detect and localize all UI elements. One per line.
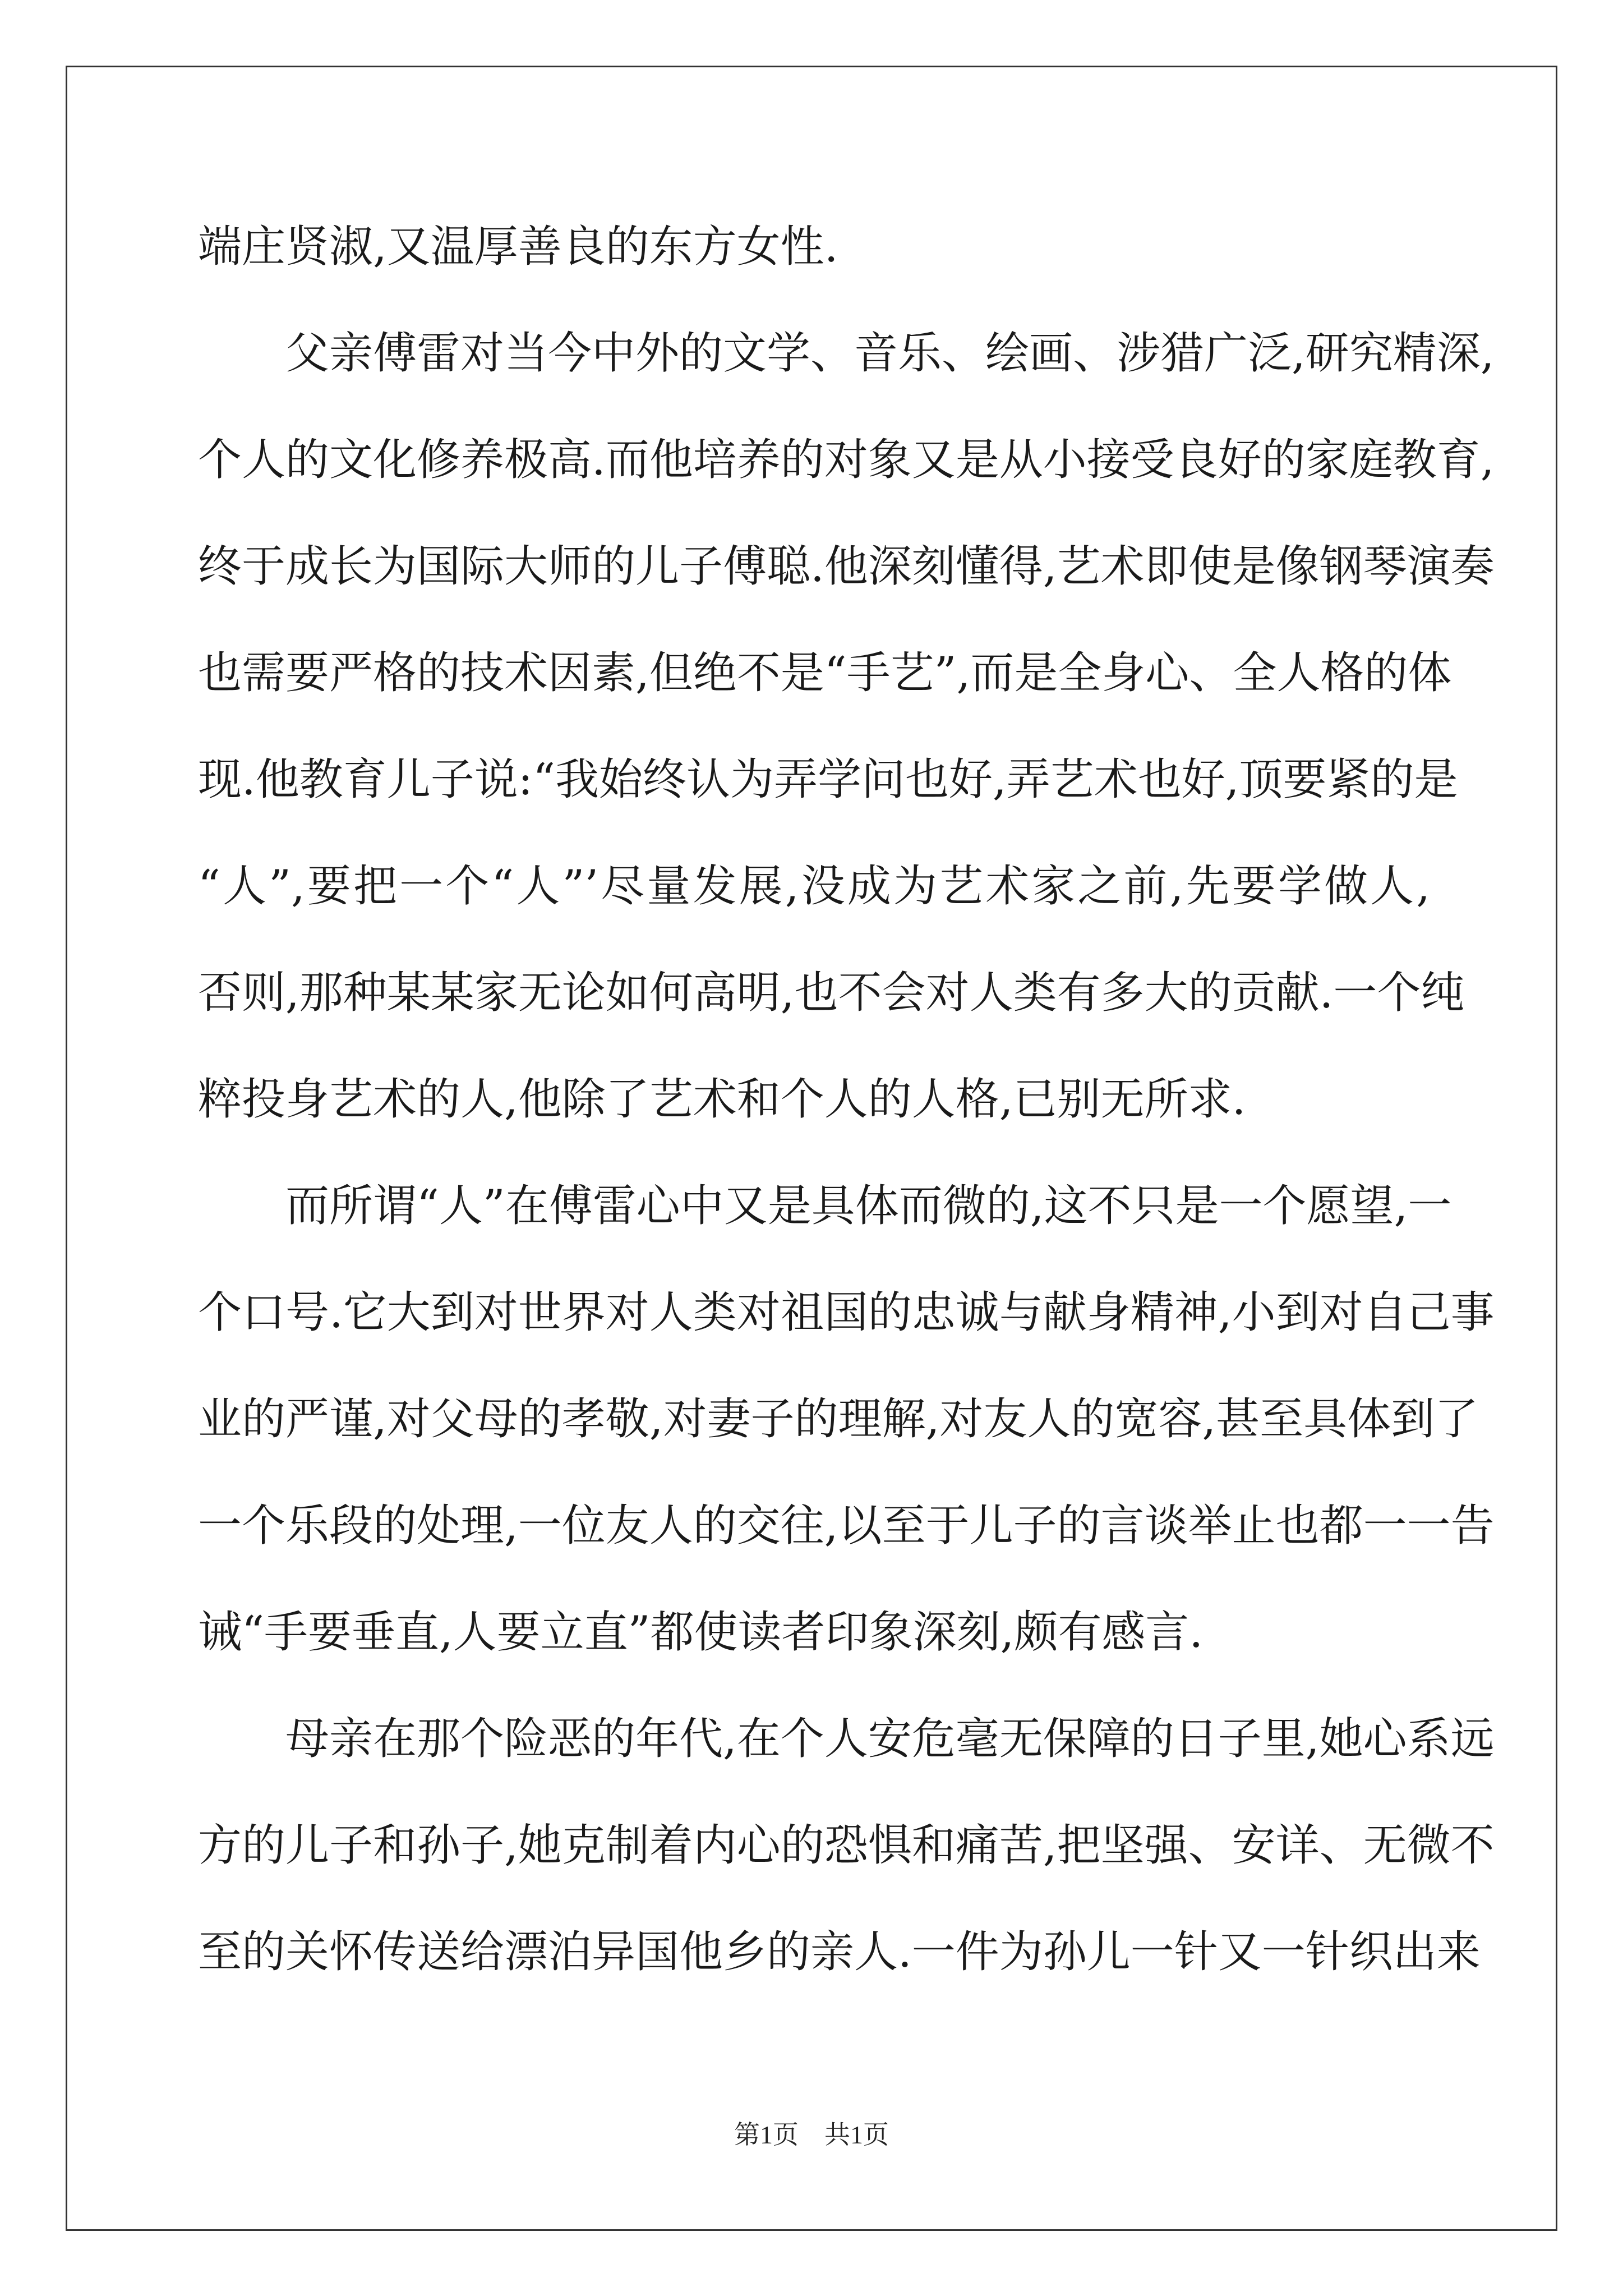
text-line: 方的儿子和孙子,她克制着内心的恐惧和痛苦,把坚强、安详、无微不 — [198, 1820, 1495, 1871]
text-line: 母亲在那个险恶的年代,在个人安危毫无保障的日子里,她心系远 — [198, 1714, 1495, 1764]
page-number: 第1页 — [734, 2120, 799, 2149]
text-line: 一个乐段的处理,一位友人的交往,以至于儿子的言谈举止也都一一告 — [198, 1501, 1495, 1551]
text-line: 业的严谨,对父母的孝敬,对妻子的理解,对友人的宽容,甚至具体到了 — [198, 1394, 1479, 1444]
page-footer — [0, 2119, 1623, 2151]
text-line: 终于成长为国际大师的儿子傅聪.他深刻懂得,艺术即使是像钢琴演奏 — [198, 541, 1495, 592]
text-line: 也需要严格的技术因素,但绝不是“手艺”,而是全身心、全人格的体 — [198, 648, 1452, 698]
text-line: “人”,要把一个“人”’尽量发展,没成为艺术家之前,先要学做人, — [198, 861, 1430, 912]
text-line: 诫“手要垂直,人要立直”都使读者印象深刻,颇有感言. — [198, 1607, 1204, 1658]
document-body — [198, 220, 1495, 1979]
text-line: 否则,那种某某家无论如何高明,也不会对人类有多大的贡献.一个纯 — [198, 968, 1465, 1018]
text-line: 至的关怀传送给漂泊异国他乡的亲人.一件为孙儿一针又一针织出来 — [198, 1927, 1481, 1977]
text-line: 而所谓“人”在傅雷心中又是具体而微的,这不只是一个愿望,一 — [198, 1181, 1452, 1231]
text-line: 端庄贤淑,又温厚善良的东方女性. — [198, 222, 838, 272]
page-total: 共1页 — [824, 2120, 889, 2149]
text-line: 个口号.它大到对世界对人类对祖国的忠诚与献身精神,小到对自己事 — [198, 1287, 1495, 1338]
text-line: 现.他教育儿子说:“我始终认为弄学问也好,弄艺术也好,顶要紧的是 — [198, 754, 1458, 805]
text-line: 父亲傅雷对当今中外的文学、音乐、绘画、涉猎广泛,研究精深, — [198, 328, 1495, 379]
text-line: 粹投身艺术的人,他除了艺术和个人的人格,已别无所求. — [198, 1074, 1246, 1125]
text-line: 个人的文化修养极高.而他培养的对象又是从小接受良好的家庭教育, — [198, 435, 1495, 485]
